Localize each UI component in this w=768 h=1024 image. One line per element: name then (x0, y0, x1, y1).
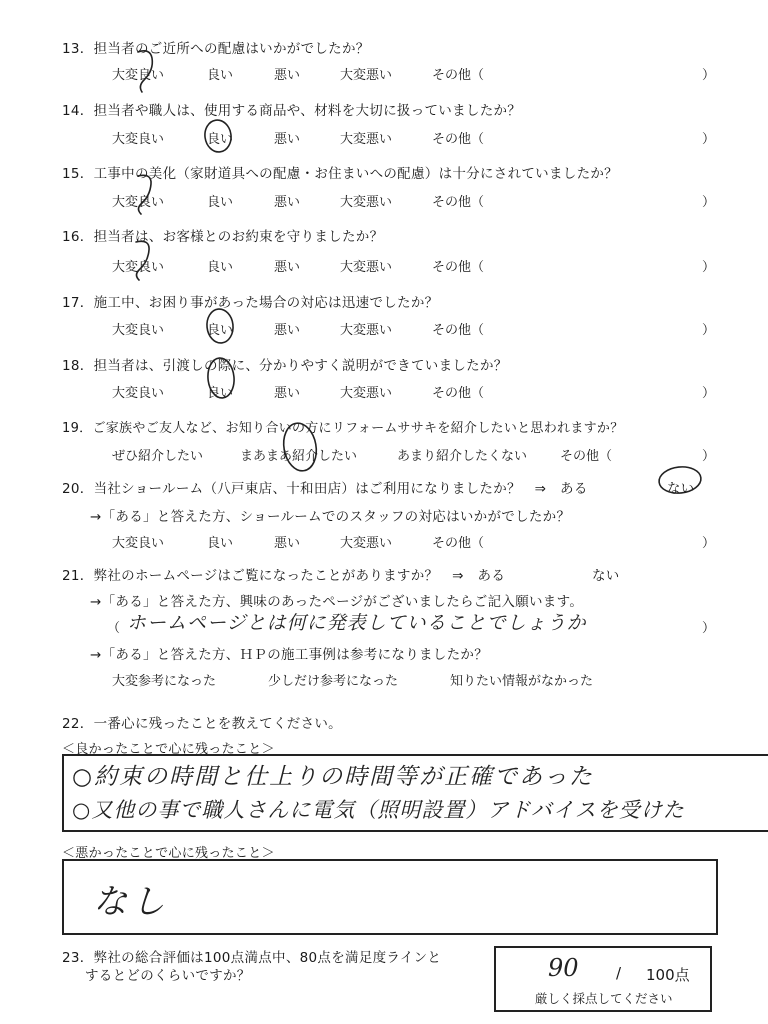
q13-opt5: その他（ (432, 68, 485, 83)
q21-sub1: →「ある」と答えた方、興味のあったページがございましたらご記入願います。 (90, 594, 584, 610)
q23-note: 厳しく採点してください (535, 991, 673, 1006)
q21-opt3: 知りたい情報がなかった (450, 674, 594, 689)
q14-opt5: その他（ (432, 132, 485, 147)
q19-opt4: その他（ (560, 449, 613, 464)
q18-opt2: 良い (207, 386, 234, 401)
q14-opt2: 良い (207, 132, 234, 147)
q19-text: 19．ご家族やご友人など、お知り合いの方にリフォームササキを紹介したいと思われますか？ (62, 421, 624, 436)
q21-sub2: →「ある」と答えた方、ＨＰの施工事例は参考になりましたか？ (90, 647, 489, 663)
q13-opt1: 大変良い (112, 68, 165, 83)
q23-score: 90 (548, 954, 579, 982)
q13-close: ） (702, 68, 716, 83)
q23-slash: / (616, 964, 622, 982)
q17-opt5: その他（ (432, 323, 485, 338)
q18-opt5: その他（ (432, 386, 485, 401)
q16-opt3: 悪い (274, 260, 301, 275)
q16-opt5: その他（ (432, 260, 485, 275)
q20-opt2: 良い (207, 536, 234, 551)
q15-opt4: 大変悪い (340, 195, 393, 210)
q16-text: 16．担当者は、お客様とのお約束を守りましたか？ (62, 229, 384, 245)
q20-opt3: 悪い (274, 536, 301, 551)
q17-close: ） (702, 323, 716, 338)
q22-bad-label: ＜悪かったことで心に残ったこと＞ (62, 846, 275, 861)
q20-text: 20．当社ショールーム（八戸東店、十和田店）はご利用になりましたか？ ⇒ ある (62, 481, 588, 497)
q21-none: ない (592, 568, 620, 584)
q14-close: ） (702, 132, 716, 147)
q13-opt2: 良い (207, 68, 234, 83)
q22-good-line1: ○約束の時間と仕上りの時間等が正確であった (72, 764, 594, 790)
q19-opt2: まあまあ紹介したい (240, 449, 358, 464)
q22-good-line2: ○又他の事で職人さんに電気（照明設置）アドバイスを受けた (72, 798, 685, 822)
q17-text: 17．施工中、お困り事があった場合の対応は迅速でしたか？ (62, 295, 439, 311)
q22-text: 22．一番心に残ったことを教えてください。 (62, 716, 342, 732)
q16-opt1: 大変良い (112, 260, 165, 275)
q13-text: 13．担当者のご近所への配慮はいかがでしたか？ (62, 41, 370, 57)
q17-opt1: 大変良い (112, 323, 165, 338)
q14-opt4: 大変悪い (340, 132, 393, 147)
q20-sub: →「ある」と答えた方、ショールームでのスタッフの対応はいかがでしたか？ (90, 509, 571, 525)
q22-bad-line: なし (93, 882, 169, 922)
q15-text: 15．工事中の美化（家財道具への配慮・お住まいへの配慮）は十分にされていましたか？ (62, 166, 618, 182)
q20-none: ない (667, 481, 695, 497)
q14-opt3: 悪い (274, 132, 301, 147)
q18-opt1: 大変良い (112, 386, 165, 401)
q14-opt1: 大変良い (112, 132, 165, 147)
q17-opt3: 悪い (274, 323, 301, 338)
q23-text1: 23．弊社の総合評価は100点満点中、80点を満足度ラインと (62, 950, 442, 966)
q15-opt5: その他（ (432, 195, 485, 210)
q21-handwritten-answer: ホームページとは何に発表していることでしょうか (127, 612, 587, 634)
q23-max: 100点 (646, 966, 690, 984)
q19-opt1: ぜひ紹介したい (112, 449, 204, 464)
q21-paren-open: （ (107, 621, 121, 636)
q20-opt1: 大変良い (112, 536, 165, 551)
q17-opt2: 良い (207, 323, 234, 338)
q20-close: ） (702, 536, 716, 551)
q19-opt3: あまり紹介したくない (397, 449, 528, 464)
q15-opt1: 大変良い (112, 195, 165, 210)
q16-close: ） (702, 260, 716, 275)
q18-opt4: 大変悪い (340, 386, 393, 401)
q14-text: 14．担当者や職人は、使用する商品や、材料を大切に扱っていましたか？ (62, 103, 522, 119)
q23-text2: するとどのくらいですか？ (85, 968, 251, 984)
q21-text: 21．弊社のホームページはご覧になったことがありますか？ ⇒ ある (62, 568, 506, 584)
q13-opt4: 大変悪い (340, 68, 393, 83)
q18-opt3: 悪い (274, 386, 301, 401)
q15-opt3: 悪い (274, 195, 301, 210)
q22-good-label: ＜良かったことで心に残ったこと＞ (62, 742, 275, 757)
q18-text: 18．担当者は、引渡しの際に、分かりやすく説明ができていましたか？ (62, 358, 508, 374)
q19-close: ） (702, 449, 716, 464)
q21-opt1: 大変参考になった (112, 674, 217, 689)
q15-opt2: 良い (207, 195, 234, 210)
q17-opt4: 大変悪い (340, 323, 393, 338)
q21-opt2: 少しだけ参考になった (268, 674, 399, 689)
q13-opt3: 悪い (274, 68, 301, 83)
q21-paren-close: ） (702, 621, 716, 636)
q16-opt2: 良い (207, 260, 234, 275)
q15-close: ） (702, 195, 716, 210)
q20-opt5: その他（ (432, 536, 485, 551)
q20-opt4: 大変悪い (340, 536, 393, 551)
q16-opt4: 大変悪い (340, 260, 393, 275)
q18-close: ） (702, 386, 716, 401)
